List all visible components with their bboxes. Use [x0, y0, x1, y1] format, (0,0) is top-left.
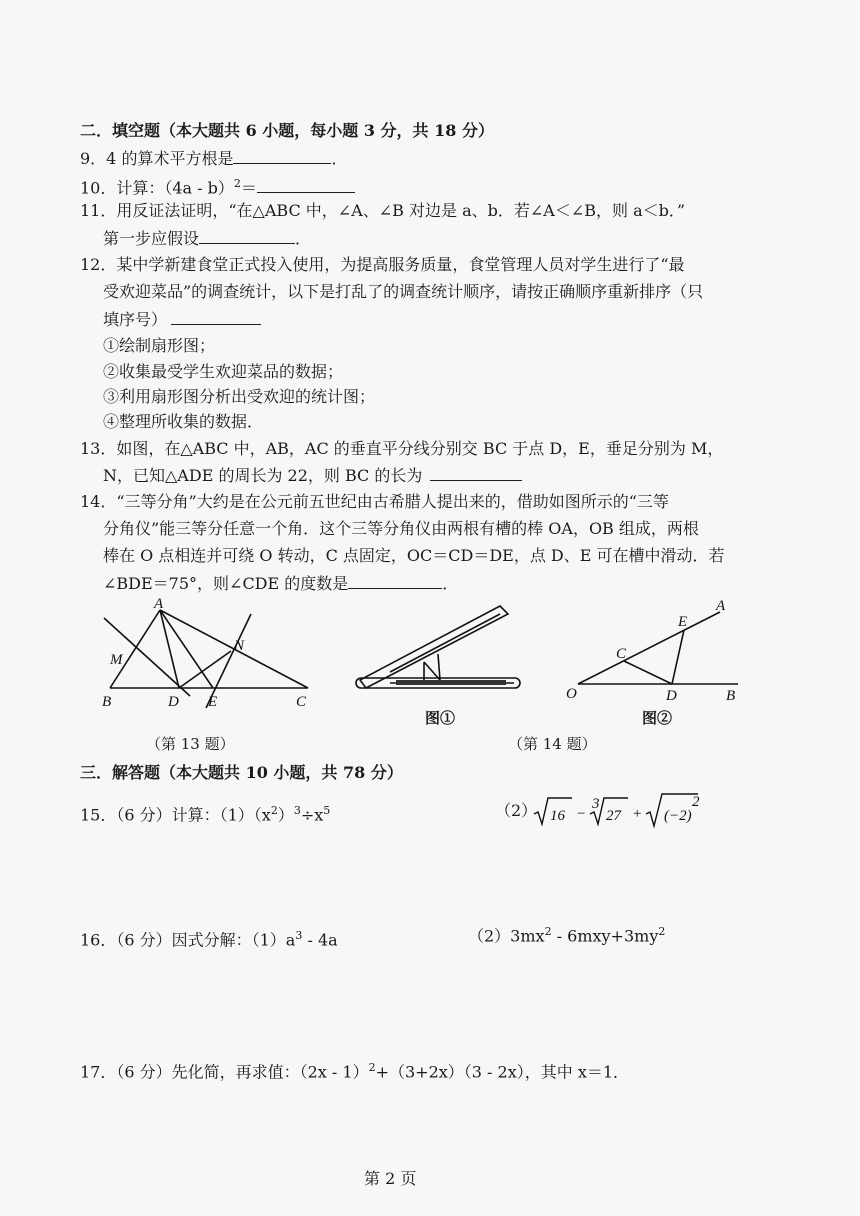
fig14-2-label-a: A	[716, 598, 726, 614]
answer-blank-10[interactable]	[257, 176, 355, 193]
figure-14-2-caption: 图②	[642, 709, 673, 727]
q16-rest: - 4a	[302, 930, 338, 950]
fig13-label-a: A	[154, 596, 164, 612]
fig14-2-label-o: O	[566, 686, 577, 702]
fig14-2-label-d: D	[666, 688, 677, 704]
figure-14-caption: （第 14 题）	[508, 735, 597, 753]
q15-exp-a: 2	[270, 804, 278, 817]
question-16-part1	[80, 925, 338, 951]
q17-rest: +（3+2x）（3 - 2x），其中 x＝1．	[375, 1062, 630, 1082]
figure-14-2	[560, 596, 760, 706]
figure-13-drawing	[96, 596, 326, 716]
fig14-2-label-e: E	[678, 614, 688, 630]
question-10-exponent: 2	[233, 177, 241, 190]
answer-blank-11[interactable]	[199, 227, 295, 244]
figure-14-1-caption: 图①	[425, 709, 456, 727]
question-9-end: ．	[331, 149, 348, 168]
question-12-item-1: ①绘制扇形图；	[103, 336, 216, 355]
question-11-end: ．	[295, 229, 312, 248]
svg-text:27: 27	[606, 808, 621, 824]
question-17-lead: 17．（6 分）先化简，再求值：（2x - 1）	[80, 1062, 369, 1082]
fig14-2-label-c: C	[616, 646, 627, 662]
question-15-part2-expression	[532, 790, 702, 830]
q15-exp-c: 5	[323, 804, 331, 817]
fig13-label-e: E	[208, 694, 218, 710]
question-14-end: ．	[442, 574, 459, 593]
question-14-line4	[103, 572, 458, 595]
question-12-line2: 受欢迎菜品”的调查统计，以下是打乱了的调查统计顺序，请按正确顺序重新排序（只	[103, 282, 704, 301]
question-10	[80, 173, 355, 199]
question-14-line1: 14．“三等分角”大约是在公元前五世纪由古希腊人提出来的，借助如图所示的“三等	[80, 492, 669, 511]
question-9	[80, 147, 347, 170]
question-13-line2	[103, 464, 522, 487]
q15-close: ）	[277, 805, 294, 825]
q15-div: ÷x	[300, 805, 324, 825]
section-3-header: 三．解答题（本大题共 10 小题，共 78 分）	[80, 763, 403, 782]
svg-text:−: −	[576, 806, 587, 822]
fig14-2-label-b: B	[726, 688, 736, 704]
question-10-eq: ＝	[240, 178, 257, 198]
q16-part2-exp1: 2	[544, 925, 552, 938]
fig13-label-d: D	[168, 694, 179, 710]
question-14-line2: 分角仪”能三等分任意一个角．这个三等分角仪由两根有槽的棒 OA，OB 组成，两根	[103, 519, 699, 538]
svg-text:(−2): (−2)	[664, 808, 692, 824]
answer-blank-12[interactable]	[171, 308, 261, 325]
question-11-lead: 第一步应假设	[103, 229, 200, 248]
fig13-label-m: M	[110, 652, 123, 668]
figure-14-1	[350, 600, 530, 700]
svg-text:2: 2	[692, 794, 700, 810]
question-12-line3	[103, 308, 261, 331]
question-16-lead: 16．（6 分）因式分解：（1）a	[80, 930, 296, 950]
question-15-part1	[80, 800, 330, 826]
question-9-text: 9．4 的算术平方根是	[80, 149, 234, 168]
question-16-part2	[468, 921, 665, 947]
section-2-header: 二．填空题（本大题共 6 小题，每小题 3 分，共 18 分）	[80, 121, 494, 140]
question-12-item-3: ③利用扇形图分析出受欢迎的统计图；	[103, 387, 376, 406]
q15-exp-b: 3	[293, 804, 301, 817]
answer-blank-14[interactable]	[348, 572, 442, 589]
figure-13	[96, 596, 326, 716]
page-number: 第 2 页	[364, 1169, 417, 1188]
q17-exp: 2	[368, 1061, 376, 1074]
q16-exp-a: 3	[295, 929, 303, 942]
question-12-line1: 12．某中学新建食堂正式投入使用，为提高服务质量，食堂管理人员对学生进行了“最	[80, 255, 685, 274]
q16-part2-c: - 6mxy+3my	[551, 926, 659, 946]
q15-radicals	[532, 790, 702, 830]
svg-text:3: 3	[592, 796, 600, 812]
svg-text:+: +	[632, 806, 643, 822]
question-10-text: 10．计算：（4a - b）	[80, 178, 234, 198]
question-13-line1: 13．如图，在△ABC 中，AB，AC 的垂直平分线分别交 BC 于点 D，E，垂足分别为 M，	[80, 439, 724, 458]
fig13-label-b: B	[102, 694, 112, 710]
question-12-item-2: ②收集最受学生欢迎菜品的数据；	[103, 362, 344, 381]
answer-blank-13[interactable]	[430, 464, 522, 481]
question-12-lead: 填序号）	[103, 310, 168, 329]
question-14-lead: ∠BDE＝75°，则∠CDE 的度数是	[103, 574, 349, 593]
figure-14-1-drawing	[350, 600, 530, 700]
question-11-line1: 11．用反证法证明，“在△ABC 中，∠A、∠B 对边是 a、b．若∠A＜∠B，则 a＜b．”	[80, 201, 686, 220]
question-17	[80, 1057, 629, 1083]
svg-text:16: 16	[550, 808, 565, 824]
q16-part2-exp2: 2	[658, 925, 666, 938]
fig14-1-slot	[396, 680, 506, 685]
fig13-label-c: C	[296, 694, 307, 710]
question-14-line3: 棒在 O 点相连并可绕 O 转动，C 点固定，OC＝CD＝DE，点 D、E 可在槽中滑动．若	[103, 546, 725, 565]
figure-14-2-drawing	[560, 596, 760, 706]
question-12-item-4: ④整理所收集的数据．	[103, 412, 264, 431]
fig13-label-n: N	[234, 638, 245, 654]
question-11-line2	[103, 227, 311, 250]
question-13-lead: N，已知△ADE 的周长为 22，则 BC 的长为	[103, 466, 423, 485]
q16-part2-a: （2）3mx	[468, 926, 545, 946]
question-15-part2-label: （2）	[495, 801, 538, 820]
answer-blank-9[interactable]	[233, 147, 331, 164]
question-15-lead: 15．（6 分）计算：（1）（x	[80, 805, 271, 825]
figure-13-caption: （第 13 题）	[146, 735, 235, 753]
